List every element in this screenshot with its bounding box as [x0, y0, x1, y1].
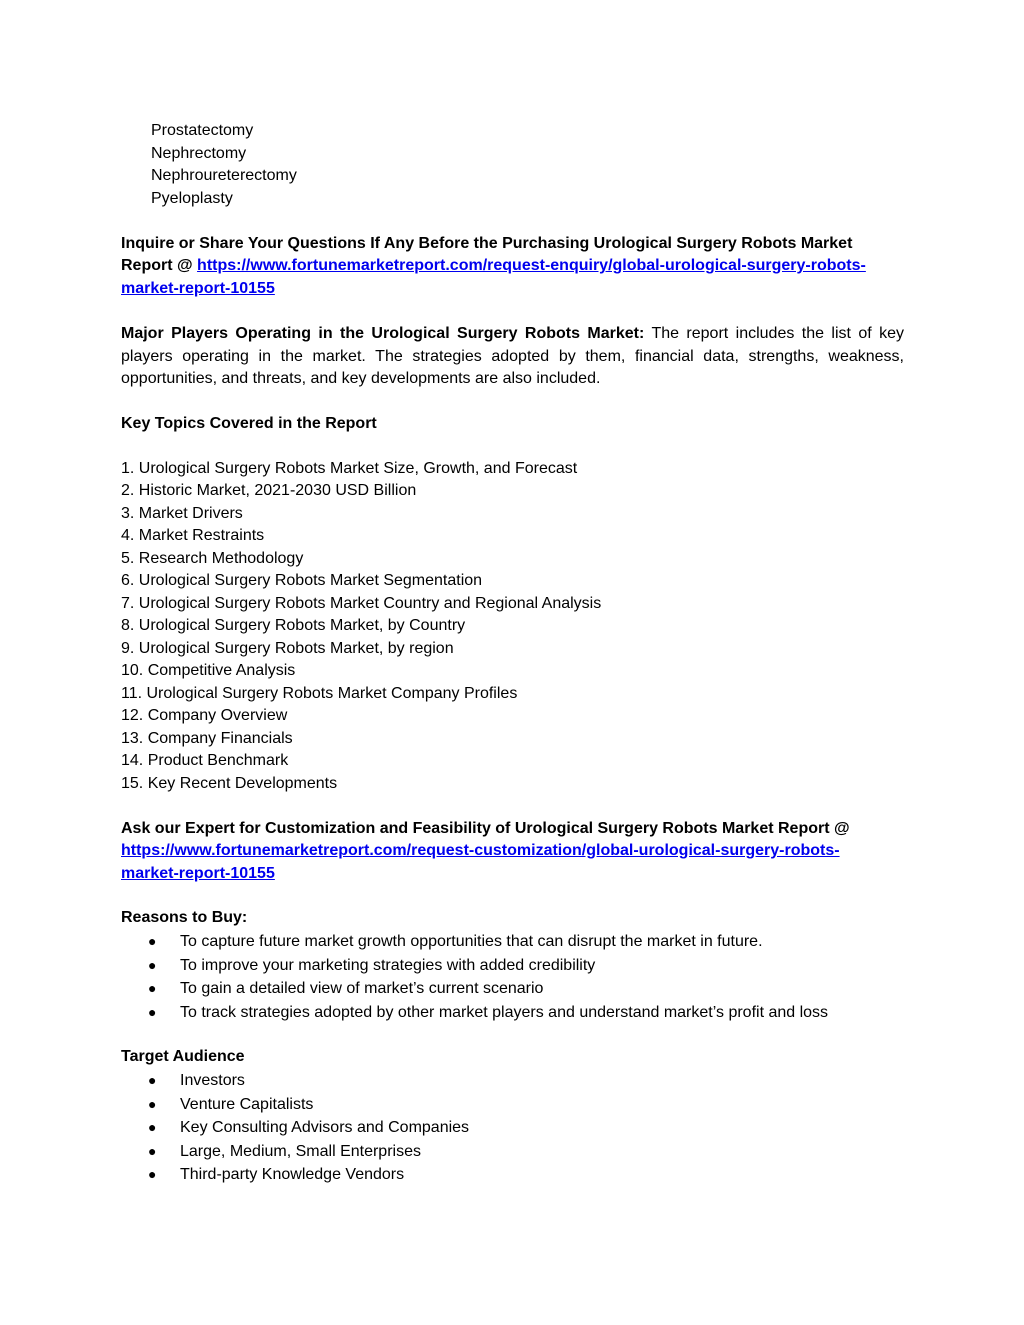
topic-item: 9. Urological Surgery Robots Market, by region — [121, 640, 454, 657]
topic-item: 11. Urological Surgery Robots Market Company Profiles — [121, 685, 518, 702]
reason-item — [148, 954, 595, 977]
audience-item — [148, 1163, 404, 1186]
customization-link[interactable]: https://www.fortunemarketreport.com/request-customization/global-urological-surgery-robots- — [121, 842, 840, 859]
topic-item: 1. Urological Surgery Robots Market Size, Growth, and Forecast — [121, 460, 578, 477]
audience-item — [148, 1093, 313, 1116]
bullet-icon: ● — [148, 980, 157, 996]
reason-text: To capture future market growth opportunities that can disrupt the market in future. — [180, 933, 763, 950]
bullet-icon: ● — [148, 1072, 157, 1088]
procedure-item: Pyeloplasty — [151, 190, 233, 207]
topic-item: 10. Competitive Analysis — [121, 662, 296, 679]
audience-text: Large, Medium, Small Enterprises — [180, 1143, 421, 1160]
reason-text: To gain a detailed view of market’s current scenario — [180, 980, 544, 997]
enquiry-link-continued[interactable]: market-report-10155 — [121, 280, 275, 297]
topic-item: 13. Company Financials — [121, 730, 293, 747]
topic-item: 5. Research Methodology — [121, 550, 304, 567]
major-players-paragraph — [121, 323, 904, 391]
topic-item: 2. Historic Market, 2021-2030 USD Billion — [121, 482, 417, 499]
bullet-icon: ● — [148, 1004, 157, 1020]
reason-item — [148, 1001, 828, 1024]
audience-text: Investors — [180, 1072, 245, 1089]
bullet-icon: ● — [148, 957, 157, 973]
procedure-item: Nephrectomy — [151, 145, 247, 162]
reasons-heading: Reasons to Buy: — [121, 909, 248, 926]
reason-text: To track strategies adopted by other market players and understand market’s profit and loss — [180, 1004, 829, 1021]
reason-item — [148, 930, 763, 953]
inquire-report-prefix: Report @ — [121, 257, 198, 274]
ask-expert-heading: Ask our Expert for Customization and Feasibility of Urological Surgery Robots Market Report @ — [121, 820, 850, 837]
customization-link-row — [121, 840, 840, 862]
topic-item: 4. Market Restraints — [121, 527, 265, 544]
audience-text: Venture Capitalists — [180, 1096, 314, 1113]
topic-item: 15. Key Recent Developments — [121, 775, 338, 792]
customization-link-continued[interactable]: market-report-10155 — [121, 865, 275, 882]
enquiry-link-continued-row — [121, 278, 275, 300]
procedure-item: Prostatectomy — [151, 122, 254, 139]
audience-item — [148, 1116, 469, 1139]
inquire-line2 — [121, 255, 866, 277]
bullet-icon: ● — [148, 1143, 157, 1159]
topic-item: 6. Urological Surgery Robots Market Segmentation — [121, 572, 483, 589]
audience-text: Key Consulting Advisors and Companies — [180, 1119, 470, 1136]
reason-text: To improve your marketing strategies with added credibility — [180, 957, 596, 974]
key-topics-heading: Key Topics Covered in the Report — [121, 415, 377, 432]
procedure-item: Nephroureterectomy — [151, 167, 297, 184]
audience-heading: Target Audience — [121, 1048, 245, 1065]
bullet-icon: ● — [148, 1166, 157, 1182]
customization-link-continued-row — [121, 863, 275, 885]
bullet-icon: ● — [148, 1119, 157, 1135]
topic-item: 3. Market Drivers — [121, 505, 243, 522]
audience-text: Third-party Knowledge Vendors — [180, 1166, 405, 1183]
topic-item: 14. Product Benchmark — [121, 752, 289, 769]
major-players-heading: Major Players Operating in the Urological Surgery Robots Market: — [121, 325, 645, 342]
reason-item — [148, 977, 543, 1000]
topic-item: 7. Urological Surgery Robots Market Country and Regional Analysis — [121, 595, 602, 612]
topic-item: 12. Company Overview — [121, 707, 288, 724]
audience-item — [148, 1140, 421, 1163]
inquire-heading: Inquire or Share Your Questions If Any Before the Purchasing Urological Surgery Robots Market — [121, 235, 853, 252]
bullet-icon: ● — [148, 1096, 157, 1112]
bullet-icon: ● — [148, 933, 157, 949]
topic-item: 8. Urological Surgery Robots Market, by Country — [121, 617, 466, 634]
audience-item — [148, 1069, 245, 1092]
enquiry-link[interactable]: https://www.fortunemarketreport.com/request-enquiry/global-urological-surgery-robots- — [197, 257, 866, 274]
major-players-text: The report includes the list of key players operating in the market. The strategies adopted by them, financial data, strengths, weakness, opportunities, and threats, and key developments are also included. — [121, 325, 904, 387]
